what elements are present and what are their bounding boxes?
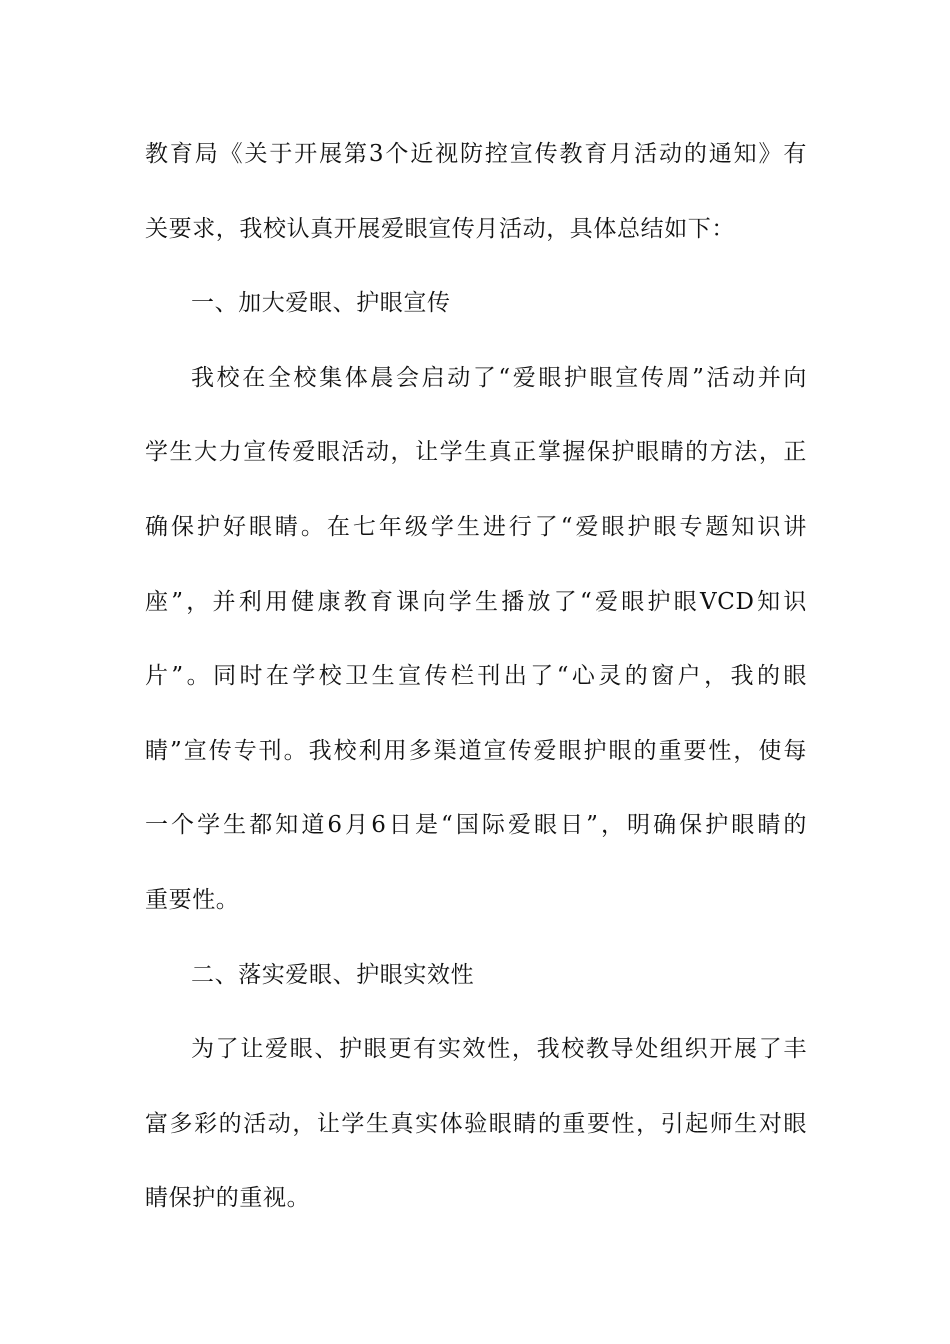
text-line: 确保护好眼睛。在七年级学生进行了“爱眼护眼专题知识讲 [145, 513, 807, 540]
text-line: 学生大力宣传爱眼活动，让学生真正掌握保护眼睛的方法，正 [145, 439, 807, 466]
text-line: 睛保护的重视。 [145, 1185, 311, 1212]
document-body [145, 130, 807, 1249]
text-line: 富多彩的活动，让学生真实体验眼睛的重要性，引起师生对眼 [145, 1110, 807, 1137]
text-line: 关要求，我校认真开展爱眼宣传月活动，具体总结如下： [145, 215, 735, 242]
text-line: 教育局《关于开展第3个近视防控宣传教育月活动的通知》有 [145, 141, 807, 167]
section-heading: 一、加大爱眼、护眼宣传 [191, 290, 451, 317]
text-line: 重要性。 [145, 886, 240, 913]
text-line: 我校在全校集体晨会启动了“爱眼护眼宣传周”活动并向 [191, 364, 807, 391]
section-heading: 二、落实爱眼、护眼实效性 [191, 961, 475, 988]
text-line: 为了让爱眼、护眼更有实效性，我校教导处组织开展了丰 [191, 1036, 807, 1063]
text-line: 片”。同时在学校卫生宣传栏刊出了“心灵的窗户，我的眼 [145, 663, 807, 690]
text-line: 睛”宣传专刊。我校利用多渠道宣传爱眼护眼的重要性，使每 [145, 737, 807, 764]
text-line: 座”，并利用健康教育课向学生播放了“爱眼护眼VCD知识 [145, 588, 807, 615]
text-line: 一个学生都知道6月6日是“国际爱眼日”，明确保护眼睛的 [145, 812, 807, 839]
